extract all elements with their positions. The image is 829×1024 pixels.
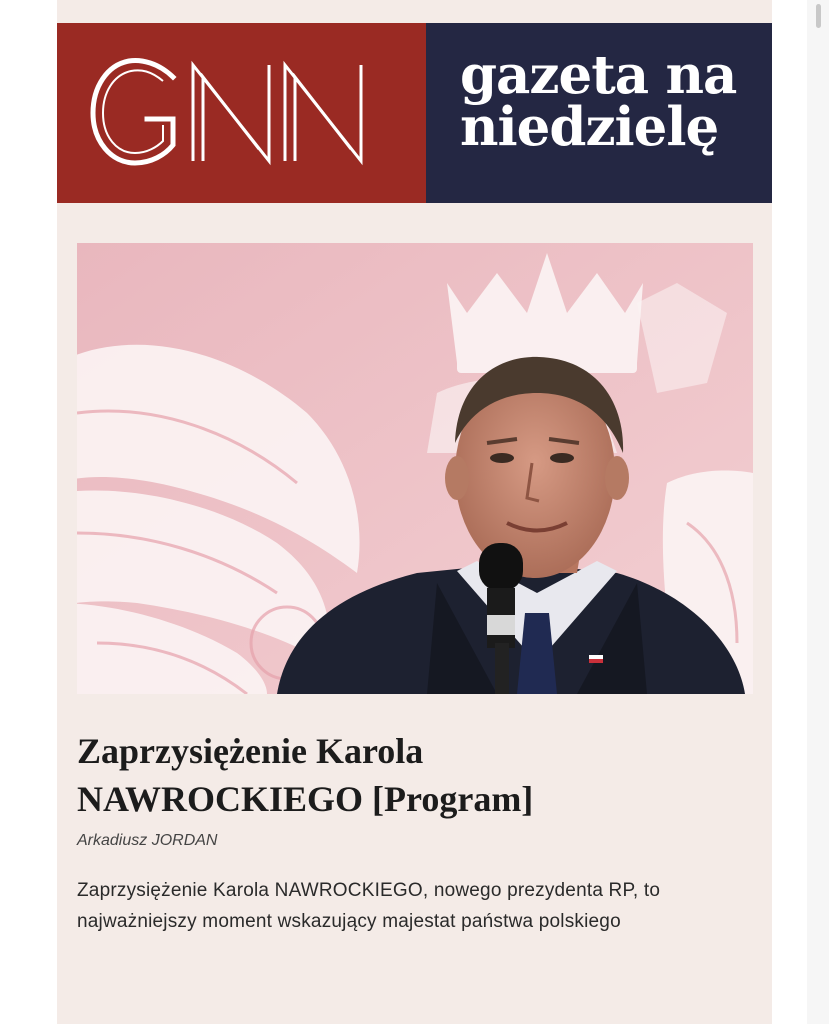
scrollbar-thumb[interactable] (816, 4, 821, 28)
photo-speaker-icon (77, 243, 753, 694)
scrollbar[interactable] (807, 0, 829, 1024)
article-headline[interactable]: Zaprzysiężenie Karola NAWROCKIEGO [Program] (77, 731, 534, 819)
article-lead: Zaprzysiężenie Karola NAWROCKIEGO, nowego prezydenta RP, to najważniejszy moment wskazujący majestat państwa polskiego (77, 880, 661, 932)
masthead-title-panel[interactable] (426, 23, 772, 203)
article-author[interactable]: Arkadiusz JORDAN (77, 832, 218, 849)
article-card[interactable] (57, 0, 772, 1024)
gnn-logo-icon (89, 57, 394, 169)
hero-image[interactable] (77, 243, 753, 694)
masthead-logo-panel[interactable] (57, 23, 426, 203)
brand-name[interactable]: gazeta na niedzielę (460, 44, 737, 158)
masthead[interactable] (57, 23, 772, 203)
